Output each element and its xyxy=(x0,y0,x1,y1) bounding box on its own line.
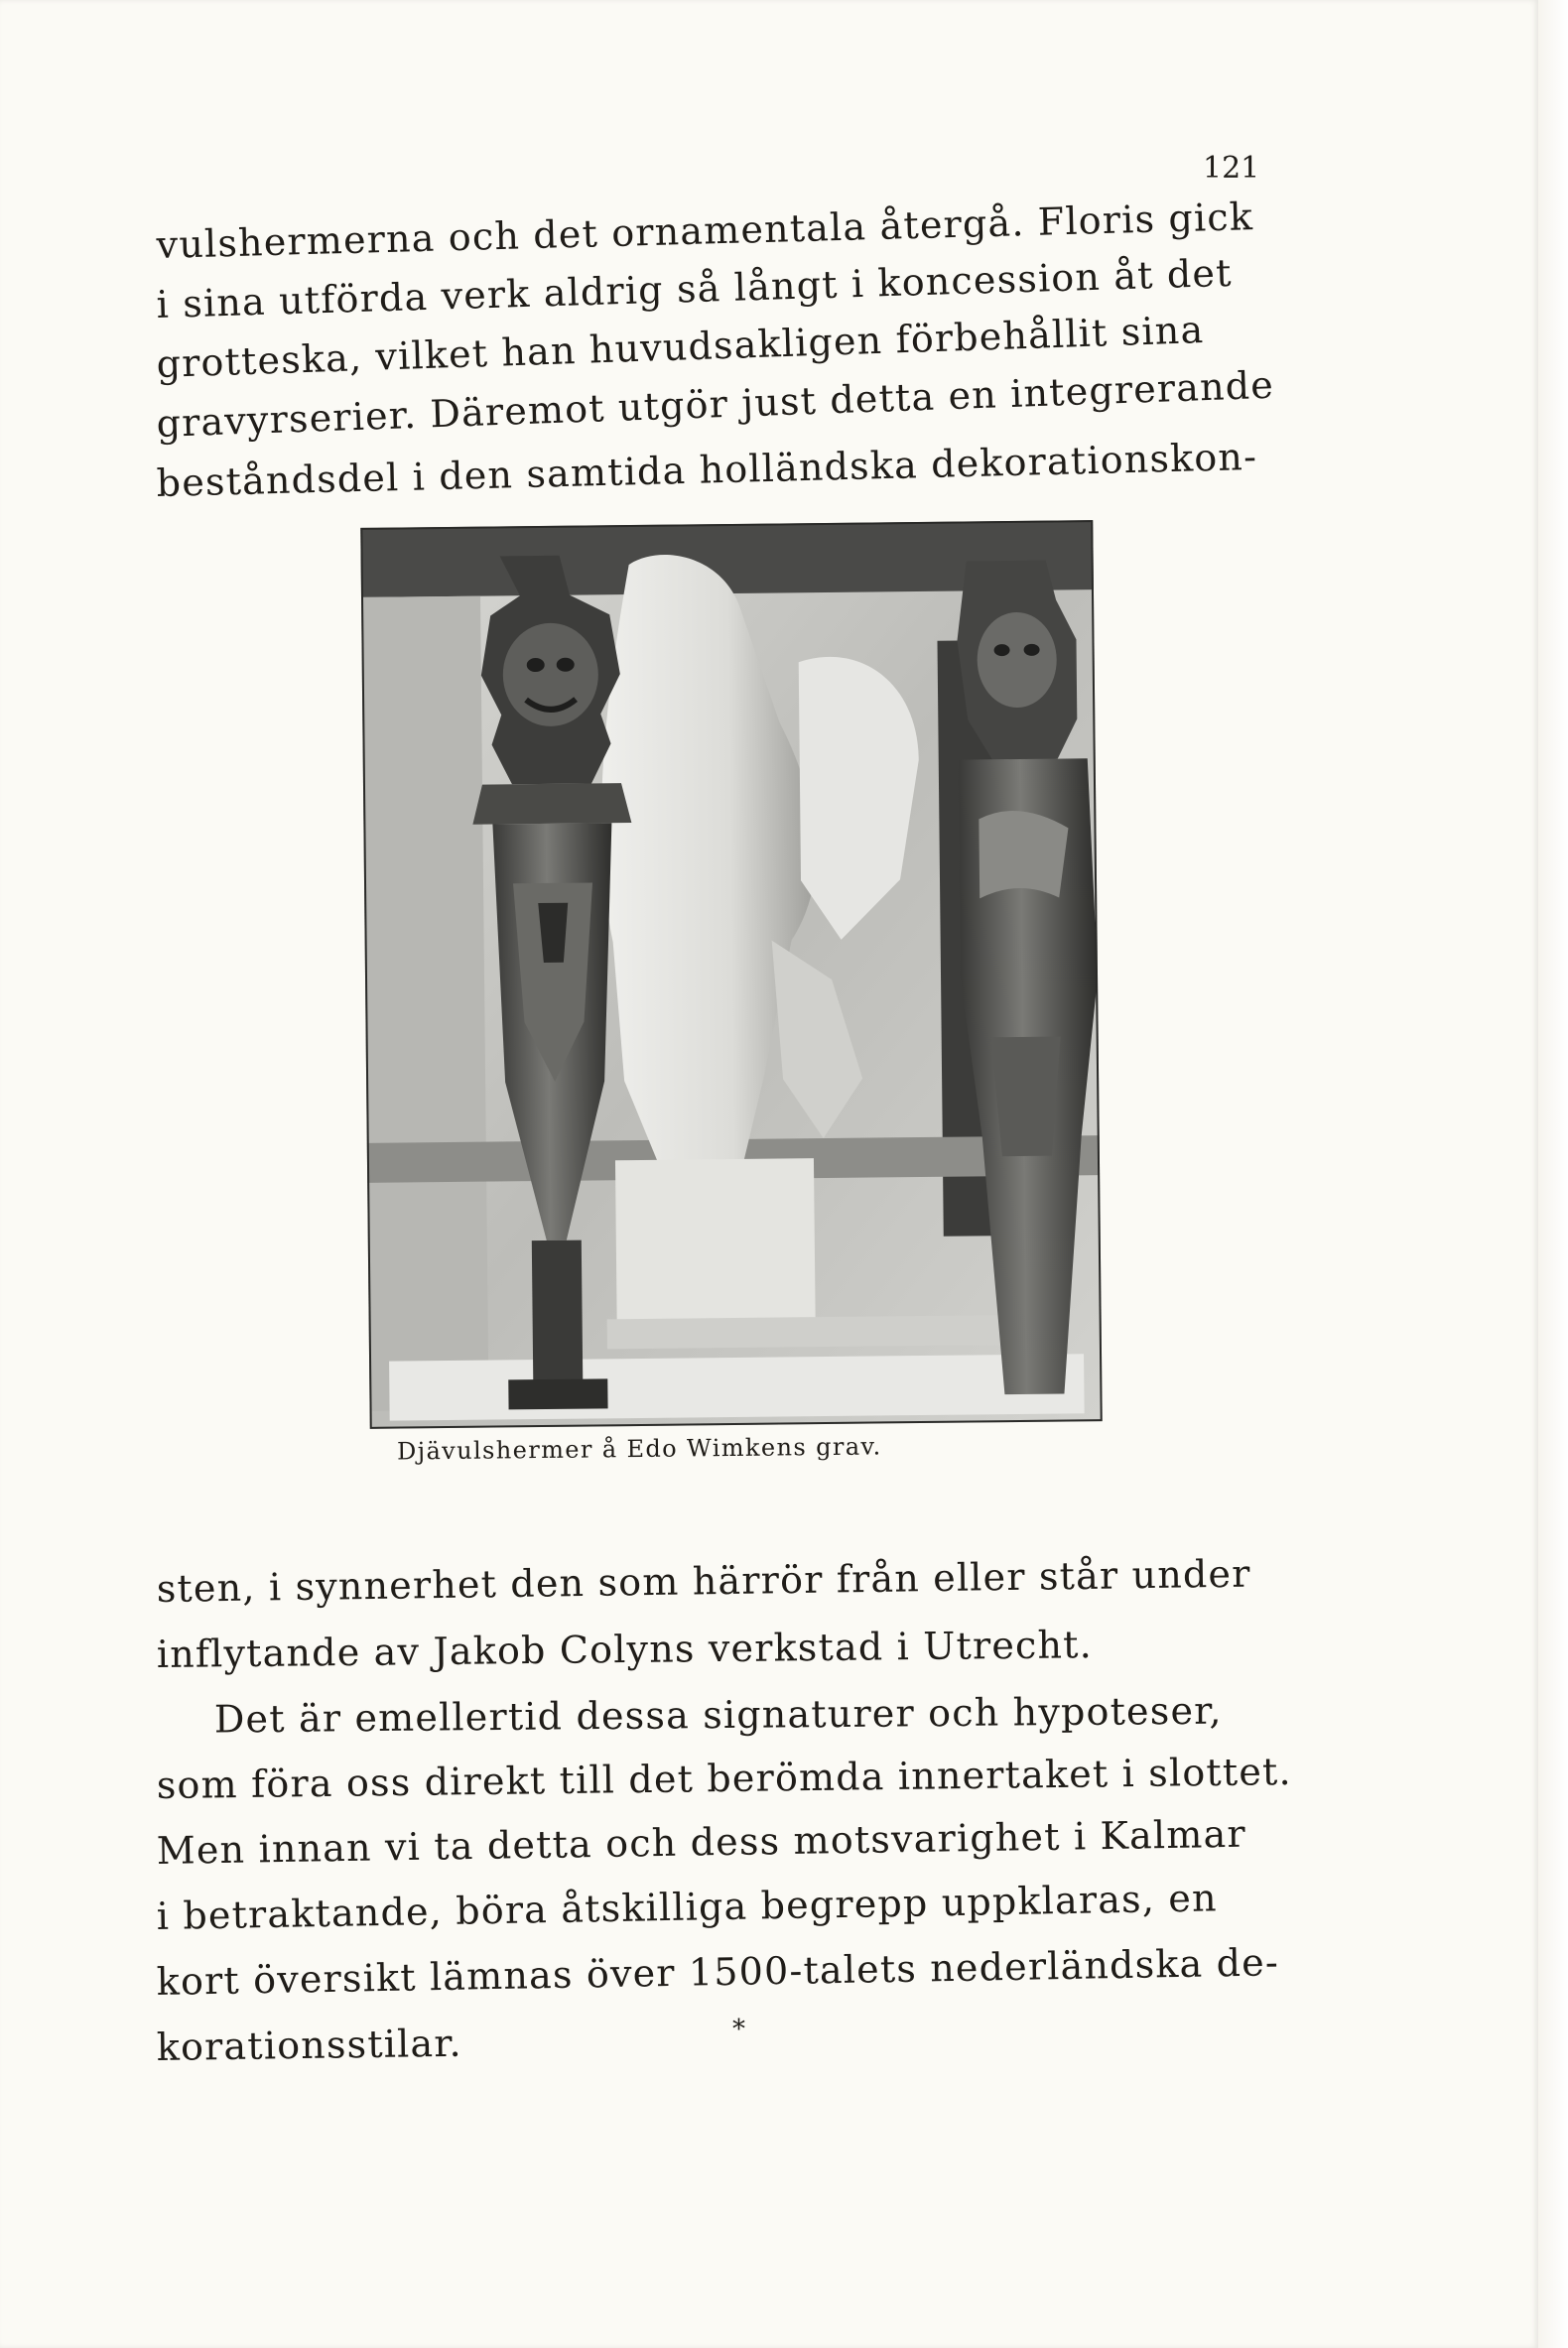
paragraph-bottom xyxy=(156,1551,1298,2094)
text-line: vulshermerna och det ornamentala återgå. Floris gick xyxy=(156,195,1254,267)
text-line: i betraktande, böra åtskilliga begrepp uppklaras, en xyxy=(156,1876,1219,1938)
text-line: Men innan vi ta detta och dess motsvarighet i Kalmar xyxy=(156,1811,1247,1873)
text-line: grotteska, vilket han huvudsakligen förbehållit sina xyxy=(155,308,1205,386)
text-line: Det är emellertid dessa signaturer och hypoteser, xyxy=(213,1688,1223,1742)
text-line: som föra oss direkt till det berömda innertaket i slottet. xyxy=(156,1750,1293,1807)
figure-photo xyxy=(360,520,1102,1429)
text-line: beståndsdel i den samtida holländska dekorationskon- xyxy=(156,434,1258,505)
text-line: kort översikt lämnas över 1500-talets nederländska de- xyxy=(156,1940,1280,2004)
text-line: gravyrserier. Däremot utgör just detta en integrerande xyxy=(155,362,1275,446)
figure-caption: Djävulshermer å Edo Wimkens grav. xyxy=(396,1432,882,1466)
paragraph-top xyxy=(155,195,1298,524)
text-line: korationsstilar. xyxy=(156,2021,463,2069)
page-number: 121 xyxy=(1203,151,1260,186)
text-line: sten, i synnerhet den som härrör från eller står under xyxy=(156,1551,1251,1611)
page-edge xyxy=(1538,0,1568,2348)
text-line: inflytande av Jakob Colyns verkstad i Utrecht. xyxy=(156,1623,1094,1676)
section-separator: * xyxy=(732,2015,745,2044)
text-line: i sina utförda verk aldrig så långt i koncession åt det xyxy=(156,250,1234,326)
